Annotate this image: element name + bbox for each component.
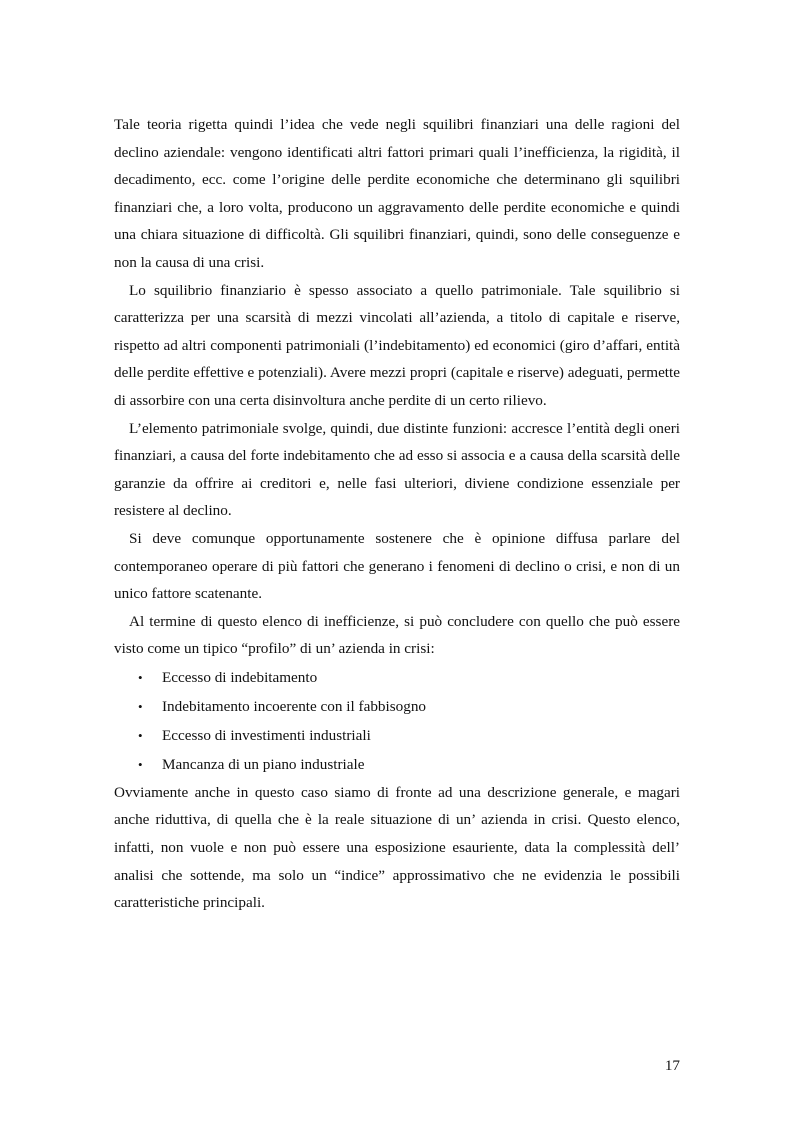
paragraph-financial-imbalance: Lo squilibrio finanziario è spesso associato a quello patrimoniale. Tale squilibrio si caratterizza per una scarsità di mezzi vincolati all’azienda, a titolo di capitale e riserve, rispetto ad altri componenti patrimoniali (l’indebitamento) ed economici (giro d’affari, entità delle perdite effettive e potenziali). Avere mezzi propri (capitale e riserve) adeguati, permette di assorbire con una certa disinvoltura anche perdite di un certo rilievo. (114, 281, 680, 409)
crisis-profile-list (114, 663, 680, 779)
paragraph-patrimonial-element: L’elemento patrimoniale svolge, quindi, due distinte funzioni: accresce l’entità degli oneri finanziari, a causa del forte indebitamento che ad esso si associa e a causa della scarsità delle garanzie da offrire ai creditori e, nelle fasi ulteriori, diviene condizione essenziale per resistere al declino. (114, 419, 680, 520)
paragraph-closing: Ovviamente anche in questo caso siamo di fronte ad una descrizione generale, e magari anche riduttiva, di quella che è la reale situazione di un’ azienda in crisi. Questo elenco, infatti, non vuole e non può essere una esposizione esauriente, data la complessità dell’ analisi che sottende, ma solo un “indice” approssimativo che ne evidenzia le possibili caratteristiche principali. (114, 783, 680, 912)
list-item-text: Mancanza di un piano industriale (162, 755, 365, 773)
list-item-text: Indebitamento incoerente con il fabbisogno (162, 697, 427, 715)
list-item (114, 750, 680, 779)
paragraph-multiple-factors: Si deve comunque opportunamente sostenere che è opinione diffusa parlare del contemporaneo operare di più fattori che generano i fenomeni di declino o crisi, e non di un unico fattore scatenante. (114, 529, 680, 603)
body-text (114, 111, 680, 917)
list-item (114, 692, 680, 721)
page-number: 17 (664, 1057, 680, 1074)
list-item-text: Eccesso di indebitamento (162, 668, 318, 686)
bullet-icon: • (138, 727, 143, 743)
paragraph-profile-intro: Al termine di questo elenco di inefficienze, si può concludere con quello che può essere visto come un tipico “profilo” di un’ azienda in crisi: (114, 612, 680, 658)
list-item-text: Eccesso di investimenti industriali (162, 726, 371, 744)
bullet-icon: • (138, 669, 143, 685)
list-item (114, 663, 680, 692)
paragraph-theory: Tale teoria rigetta quindi l’idea che vede negli squilibri finanziari una delle ragioni del declino aziendale: vengono identificati altri fattori primari quali l’inefficienza, la rigidità, il decadimento, ecc. come l’origine delle perdite economiche che determinano gli squilibri finanziari che, a loro volta, producono un aggravamento delle perdite economiche e quindi una chiara situazione di difficoltà. Gli squilibri finanziari, quindi, sono delle conseguenze e non la causa di una crisi. (114, 116, 680, 271)
bullet-icon: • (138, 756, 143, 772)
list-item (114, 721, 680, 750)
bullet-icon: • (138, 698, 143, 714)
